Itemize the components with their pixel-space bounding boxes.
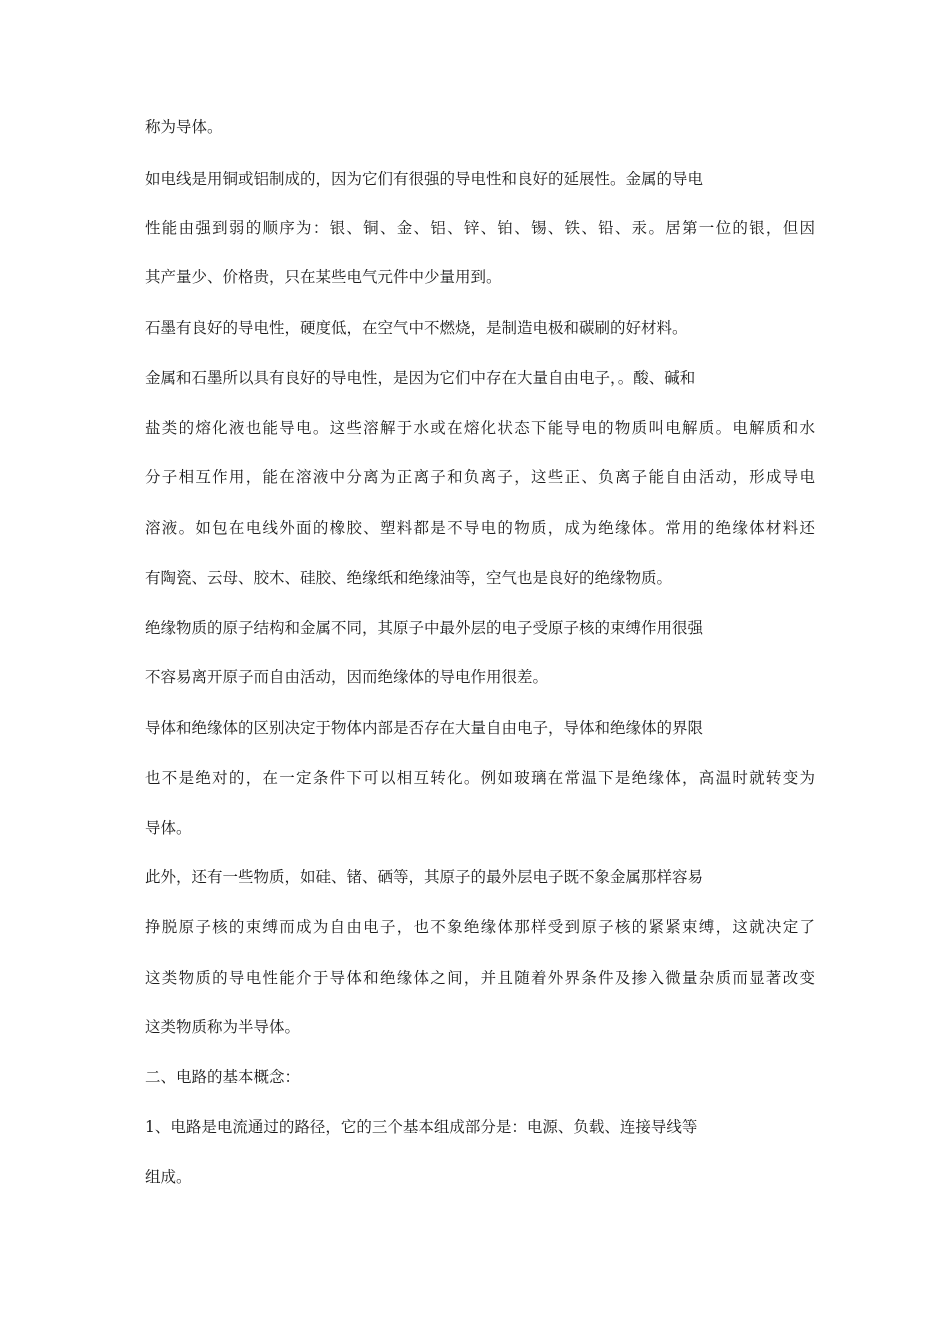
text-line: 称为导体。 xyxy=(145,118,223,136)
text-line: 其产量少、价格贵，只在某些电气元件中少量用到。 xyxy=(145,268,502,286)
text-line: 导体。 xyxy=(145,819,192,837)
text-line: 盐类的熔化液也能导电。这些溶解于水或在熔化状态下能导电的物质叫电解质。电解质和水 xyxy=(145,419,815,437)
text-line: 不容易离开原子而自由活动，因而绝缘体的导电作用很差。 xyxy=(145,668,549,686)
text-line: 挣脱原子核的束缚而成为自由电子，也不象绝缘体那样受到原子核的紧紧束缚，这就决定了 xyxy=(145,918,815,936)
text-line: 有陶瓷、云母、胶木、硅胶、绝缘纸和绝缘油等，空气也是良好的绝缘物质。 xyxy=(145,569,673,587)
text-line: 金属和石墨所以具有良好的导电性，是因为它们中存在大量自由电子，。酸、碱和 xyxy=(145,369,696,387)
text-line: 导体和绝缘体的区别决定于物体内部是否存在大量自由电子，导体和绝缘体的界限 xyxy=(145,719,704,737)
text-line: 分子相互作用，能在溶液中分离为正离子和负离子，这些正、负离子能自由活动，形成导电 xyxy=(145,468,815,486)
text-line: 如电线是用铜或铝制成的，因为它们有很强的导电性和良好的延展性。金属的导电 xyxy=(145,170,704,188)
section-heading: 二、电路的基本概念： xyxy=(145,1068,301,1086)
text-line: 绝缘物质的原子结构和金属不同，其原子中最外层的电子受原子核的束缚作用很强 xyxy=(145,619,704,637)
text-line: 此外，还有一些物质，如硅、锗、硒等，其原子的最外层电子既不象金属那样容易 xyxy=(145,868,704,886)
text-line: 石墨有良好的导电性，硬度低，在空气中不燃烧，是制造电极和碳刷的好材料。 xyxy=(145,319,688,337)
text-line: 溶液。如包在电线外面的橡胶、塑料都是不导电的物质，成为绝缘体。常用的绝缘体材料还 xyxy=(145,519,815,537)
text-line: 这类物质称为半导体。 xyxy=(145,1018,301,1036)
text-line: 性能由强到弱的顺序为：银、铜、金、铝、锌、铂、锡、铁、铅、汞。居第一位的银，但因 xyxy=(145,219,815,237)
text-line: 组成。 xyxy=(145,1168,192,1186)
text-line: 也不是绝对的，在一定条件下可以相互转化。例如玻璃在常温下是绝缘体，高温时就转变为 xyxy=(145,769,815,787)
text-line: 这类物质的导电性能介于导体和绝缘体之间，并且随着外界条件及掺入微量杂质而显著改变 xyxy=(145,969,815,987)
text-line: 1、电路是电流通过的路径，它的三个基本组成部分是：电源、负载、连接导线等 xyxy=(145,1118,698,1136)
